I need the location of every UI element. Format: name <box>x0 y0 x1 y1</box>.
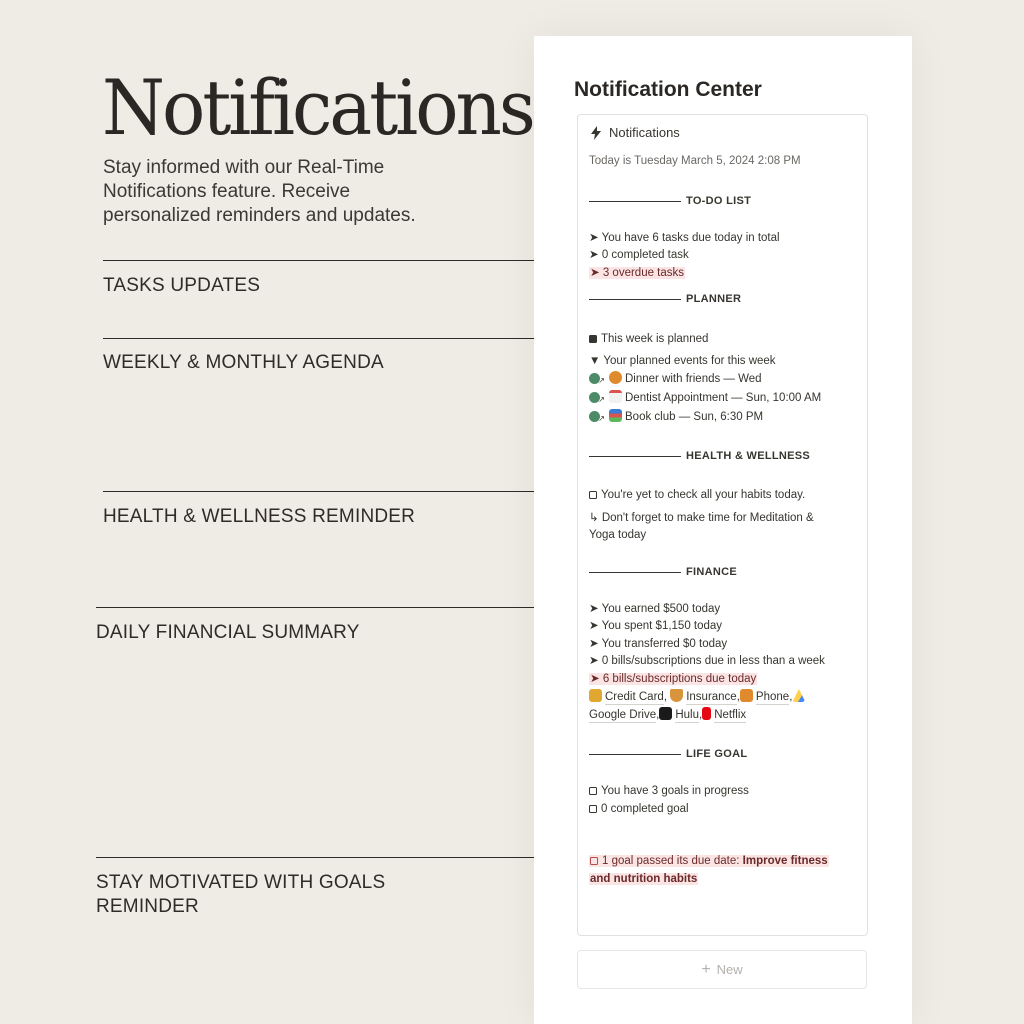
calendar-link-icon <box>589 411 600 422</box>
section-rule <box>589 456 681 457</box>
page-title: Notifications <box>102 63 533 152</box>
finance-item: ➤ You earned $500 today <box>589 603 721 615</box>
section-finance <box>589 566 737 578</box>
notifications-card[interactable] <box>577 114 868 936</box>
panel-title: Notification Center <box>574 78 762 101</box>
section-heading: FINANCE <box>686 566 737 578</box>
events-toggle[interactable]: ▼ Your planned events for this week <box>589 355 776 367</box>
callout-agenda: WEEKLY & MONTHLY AGENDA <box>103 352 384 373</box>
callout-goals: STAY MOTIVATED WITH GOALS REMINDER <box>96 872 386 917</box>
goal-overdue <box>589 853 829 871</box>
todo-item: ➤ You have 6 tasks due today in total <box>589 232 780 244</box>
lightning-icon <box>589 126 603 140</box>
event-label: Dentist Appointment — Sun, 10:00 AM <box>625 392 822 404</box>
finance-item: ➤ You spent $1,150 today <box>589 620 723 632</box>
hulu-icon <box>659 707 672 720</box>
goal-text: 0 completed goal <box>601 803 689 815</box>
new-button-label: New <box>716 962 743 977</box>
google-drive-icon <box>792 689 805 702</box>
event-item[interactable] <box>589 390 821 408</box>
checkbox-icon <box>589 491 597 499</box>
section-health <box>589 450 810 462</box>
section-life-goal <box>589 748 747 760</box>
overdue-goal-highlight <box>589 873 698 885</box>
section-planner <box>589 293 741 305</box>
connector-line <box>103 338 560 339</box>
calendar-link-icon <box>589 392 600 403</box>
finance-item: ➤ 0 bills/subscriptions due in less than a week <box>589 655 825 667</box>
callout-health: HEALTH & WELLNESS REMINDER <box>103 506 416 527</box>
dinner-icon <box>609 371 622 384</box>
habit-text: You're yet to check all your habits today. <box>601 489 806 501</box>
reminder-line: Yoga today <box>589 529 647 541</box>
section-heading: PLANNER <box>686 293 742 305</box>
bill-link[interactable]: Phone <box>755 691 790 703</box>
week-status-text: This week is planned <box>601 333 709 345</box>
due-highlight: ➤ 6 bills/subscriptions due today <box>590 673 757 685</box>
callout-finance: DAILY FINANCIAL SUMMARY <box>96 622 360 643</box>
connector-line <box>96 607 552 608</box>
section-heading: TO-DO LIST <box>686 195 752 207</box>
section-rule <box>589 299 681 300</box>
overdue-prefix: 1 goal passed its due date: <box>602 855 743 867</box>
event-label: Book club — Sun, 6:30 PM <box>625 411 764 423</box>
overdue-goal-name[interactable]: Improve fitness <box>742 855 828 867</box>
netflix-icon <box>702 707 711 720</box>
checkbox-icon <box>590 857 598 865</box>
event-label: Dinner with friends — Wed <box>625 373 762 385</box>
page-subtitle: Stay informed with our Real-Time Notifications feature. Receive personalized reminders and updates. <box>103 157 416 226</box>
todo-item-overdue <box>589 265 685 283</box>
goal-overdue <box>589 871 698 889</box>
section-rule <box>589 754 681 755</box>
goal-text: You have 3 goals in progress <box>601 785 749 797</box>
card-header <box>589 125 680 140</box>
credit-card-icon <box>589 689 602 702</box>
bills-row: Credit Card, Insurance, Phone, <box>589 689 808 707</box>
connector-line <box>103 260 560 261</box>
event-item[interactable] <box>589 409 763 427</box>
bill-link[interactable]: Netflix <box>714 709 747 721</box>
connector-line <box>103 491 560 492</box>
week-status <box>589 331 708 349</box>
date-line: Today is Tuesday March 5, 2024 2:08 PM <box>589 155 801 167</box>
section-heading: HEALTH & WELLNESS <box>686 450 811 462</box>
section-heading: LIFE GOAL <box>686 748 748 760</box>
bill-link[interactable]: Hulu <box>675 709 699 721</box>
callout-tasks-updates: TASKS UPDATES <box>103 275 261 296</box>
new-button[interactable] <box>577 950 867 989</box>
habit-line <box>589 487 805 505</box>
todo-item: ➤ 0 completed task <box>589 249 689 261</box>
calendar-link-icon <box>589 373 600 384</box>
section-rule <box>589 572 681 573</box>
finance-item: ➤ You transferred $0 today <box>589 638 728 650</box>
section-todo <box>589 195 751 207</box>
goal-line <box>589 783 749 801</box>
section-rule <box>589 201 681 202</box>
checkbox-icon <box>589 787 597 795</box>
phone-icon <box>740 689 753 702</box>
bill-link[interactable]: Insurance <box>686 691 737 703</box>
checkbox-icon <box>589 805 597 813</box>
books-icon <box>609 409 622 422</box>
calendar-icon <box>609 390 622 403</box>
notification-panel <box>534 36 912 1024</box>
reminder-line: ↳ Don't forget to make time for Meditation & <box>589 512 814 524</box>
card-title: Notifications <box>609 125 680 140</box>
goal-line <box>589 801 689 819</box>
overdue-highlight: ➤ 3 overdue tasks <box>590 267 685 279</box>
bill-link[interactable]: Credit Card <box>605 691 664 703</box>
filled-checkbox-icon <box>589 335 597 343</box>
overdue-goal-name[interactable]: and nutrition habits <box>590 873 698 885</box>
overdue-goal-highlight <box>589 855 829 867</box>
event-item[interactable] <box>589 371 762 389</box>
bill-link[interactable]: Google Drive <box>589 709 657 721</box>
plus-icon: + <box>701 960 711 978</box>
shield-icon <box>670 689 683 702</box>
connector-line <box>96 857 552 858</box>
bills-row: Google Drive, Hulu, Netflix <box>589 709 747 721</box>
finance-item-due <box>589 671 757 689</box>
